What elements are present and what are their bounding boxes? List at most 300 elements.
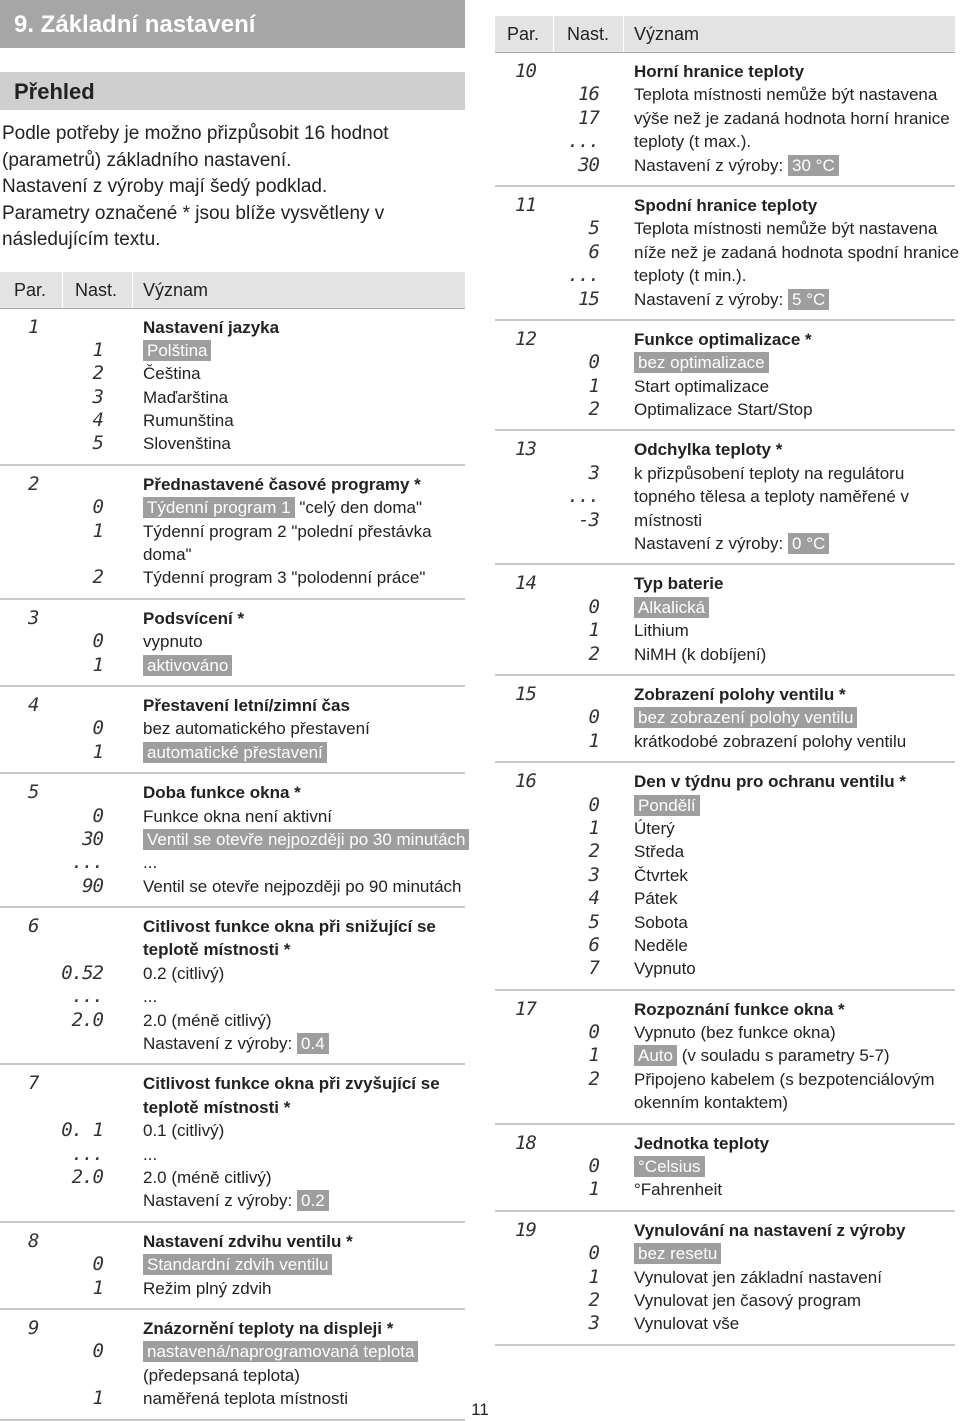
parameter-group — [495, 763, 955, 991]
parameter-line — [495, 911, 955, 934]
setting-description: Auto (v souladu s parametry 5-7) — [634, 1044, 890, 1067]
parameter-line — [0, 962, 465, 985]
setting-value: 3 — [92, 385, 103, 408]
parameter-number: 4 — [28, 693, 39, 716]
setting-description: Pátek — [634, 889, 678, 909]
parameter-line — [495, 817, 955, 840]
parameter-line — [495, 217, 955, 240]
subsection-title: Přehled — [0, 72, 465, 110]
setting-value: 3 — [588, 1312, 599, 1335]
setting-value: 0 — [92, 1253, 103, 1276]
setting-value: 0 — [92, 1340, 103, 1363]
setting-description: Týdenní program 3 "polodenní práce" — [143, 568, 426, 588]
setting-value: 2.0 — [71, 1166, 103, 1188]
parameter-line — [0, 1317, 465, 1340]
parameter-line — [0, 1143, 465, 1166]
setting-value: 1 — [92, 740, 103, 763]
setting-description: teploty (t max.). — [634, 132, 752, 152]
setting-description: NiMH (k dobíjení) — [634, 644, 767, 664]
parameter-line — [495, 998, 955, 1021]
factory-default-highlight: nastavená/naprogramovaná teplota — [143, 1341, 418, 1362]
parameter-line — [495, 957, 955, 980]
factory-default-highlight: Standardní zdvih ventilu — [143, 1254, 332, 1275]
setting-description: vypnuto — [143, 632, 203, 652]
parameter-number: 12 — [515, 327, 536, 350]
parameter-line — [495, 887, 955, 910]
setting-value: 1 — [92, 338, 103, 361]
parameter-line — [495, 194, 955, 217]
setting-value: 2 — [92, 362, 103, 385]
parameter-title: Doba funkce okna * — [143, 783, 301, 803]
setting-value: 1 — [92, 1276, 103, 1299]
header-par: Par. — [14, 279, 47, 300]
parameter-group — [0, 908, 465, 1065]
setting-value: 0. 1 — [61, 1119, 103, 1142]
parameter-line — [0, 1032, 465, 1055]
setting-description: Čtvrtek — [634, 865, 688, 885]
setting-value: 0 — [588, 1242, 599, 1265]
setting-description: Týdenní program 2 "polední přestávka — [143, 521, 432, 541]
parameter-line — [495, 1021, 955, 1044]
parameter-title: Zobrazení polohy ventilu * — [634, 684, 846, 704]
setting-description — [634, 1155, 705, 1178]
parameter-line — [0, 362, 465, 385]
parameter-number: 9 — [28, 1316, 39, 1339]
setting-description — [143, 339, 211, 362]
parameter-line — [0, 1340, 465, 1363]
page-number: 11 — [471, 1400, 489, 1419]
parameter-line — [495, 1266, 955, 1289]
parameter-line — [495, 1242, 955, 1265]
right-parameter-table — [495, 53, 960, 1346]
setting-value: 3 — [588, 461, 599, 484]
setting-description: Nastavení z výroby: 0 °C — [634, 532, 829, 555]
setting-value: 2 — [588, 1288, 599, 1311]
parameter-number: 16 — [515, 770, 536, 793]
factory-default-highlight: Alkalická — [634, 597, 709, 618]
setting-description: Vynulovat jen základní nastavení — [634, 1267, 882, 1287]
setting-value: 2 — [92, 566, 103, 589]
header-vyznam: Význam — [634, 24, 700, 44]
setting-value: 2 — [588, 398, 599, 421]
setting-value: 30 — [578, 153, 599, 176]
setting-value: 0 — [92, 717, 103, 740]
factory-default-highlight: Polština — [143, 340, 211, 361]
parameter-group — [495, 321, 955, 432]
setting-description: Nastavení z výroby: 30 °C — [634, 154, 839, 177]
setting-description: Funkce okna není aktivní — [143, 806, 333, 826]
parameter-line — [495, 794, 955, 817]
setting-value: 1 — [92, 1387, 103, 1410]
setting-value: 30 — [82, 827, 103, 850]
parameter-line — [0, 339, 465, 362]
factory-default-value: 5 °C — [788, 289, 829, 310]
parameter-line — [495, 934, 955, 957]
setting-value: 3 — [588, 863, 599, 886]
parameter-line — [0, 566, 465, 589]
parameter-line — [495, 1044, 955, 1067]
parameter-line — [495, 398, 955, 421]
setting-value: 1 — [588, 1044, 599, 1067]
setting-description: Vypnuto (bez funkce okna) — [634, 1023, 836, 1043]
setting-description: Režim plný zdvih — [143, 1278, 272, 1298]
setting-description: Týdenní program 1 "celý den doma" — [143, 496, 422, 519]
parameter-group — [495, 991, 955, 1125]
parameter-title: Horní hranice teploty — [634, 62, 805, 81]
parameter-title: Podsvícení * — [143, 608, 245, 628]
setting-description: Vypnuto — [634, 959, 696, 979]
parameter-title: Citlivost funkce okna při zvyšující se — [143, 1074, 440, 1094]
parameter-line — [495, 509, 955, 532]
intro-text — [2, 121, 465, 254]
parameter-group — [0, 687, 465, 774]
parameter-title: Rozpoznání funkce okna * — [634, 999, 845, 1019]
parameter-line — [495, 130, 955, 153]
setting-description: Lithium — [634, 621, 689, 641]
parameter-line — [495, 288, 955, 311]
setting-value: 1 — [588, 1265, 599, 1288]
setting-description: 0.2 (citlivý) — [143, 963, 225, 983]
setting-value: 5 — [588, 910, 599, 933]
factory-default-value: 0.2 — [297, 1190, 329, 1211]
parameter-line — [495, 864, 955, 887]
setting-description: topného tělesa a teploty naměřené v — [634, 487, 910, 507]
header-par: Par. — [507, 24, 540, 44]
setting-description: bez automatického přestavení — [143, 719, 370, 739]
parameter-line — [0, 496, 465, 519]
parameter-line — [0, 473, 465, 496]
setting-value: 0 — [588, 595, 599, 618]
parameter-line — [495, 351, 955, 374]
parameter-line — [0, 1096, 465, 1119]
setting-description — [143, 654, 232, 677]
parameter-title: Nastavení jazyka — [143, 317, 280, 337]
parameter-line — [495, 1091, 955, 1114]
parameter-line — [495, 596, 955, 619]
parameter-number: 1 — [28, 315, 39, 338]
factory-default-highlight: aktivováno — [143, 655, 232, 676]
setting-value: 90 — [82, 874, 103, 897]
parameter-line — [0, 607, 465, 630]
setting-description: Nastavení z výroby: 0.4 — [143, 1032, 329, 1055]
parameter-title: Citlivost funkce okna při snižující se — [143, 917, 436, 937]
parameter-line — [495, 619, 955, 642]
parameter-line — [0, 915, 465, 938]
parameter-line — [0, 1166, 465, 1189]
parameter-title: teplotě místnosti * — [143, 940, 291, 960]
setting-description: 0.1 (citlivý) — [143, 1121, 225, 1141]
parameter-title: Jednotka teploty — [634, 1133, 770, 1153]
parameter-line — [0, 938, 465, 961]
parameter-line — [495, 572, 955, 595]
parameter-number: 3 — [28, 606, 39, 629]
setting-description: Teplota místnosti nemůže být nastavena — [634, 85, 938, 105]
factory-default-highlight: bez resetu — [634, 1243, 721, 1264]
parameter-number: 18 — [515, 1131, 536, 1154]
setting-description: Slovenština — [143, 434, 231, 454]
setting-value: 0.52 — [61, 961, 103, 984]
setting-value: 2 — [588, 840, 599, 863]
parameter-group — [0, 466, 465, 600]
setting-value: 6 — [588, 240, 599, 263]
setting-value: 0 — [588, 706, 599, 729]
intro-line: Podle potřeby je možno přizpůsobit 16 hodnot — [2, 123, 389, 144]
header-nast: Nast. — [567, 24, 610, 44]
setting-value: 5 — [588, 217, 599, 240]
setting-value: 17 — [578, 106, 599, 129]
setting-description — [143, 828, 469, 851]
setting-description: výše než je zadaná hodnota horní hranice — [634, 108, 950, 128]
parameter-line — [0, 432, 465, 455]
parameter-line — [0, 1253, 465, 1276]
factory-default-highlight: Pondělí — [634, 795, 700, 816]
parameter-title: Nastavení zdvihu ventilu * — [143, 1231, 353, 1251]
parameter-line — [495, 1155, 955, 1178]
parameter-number: 13 — [515, 438, 536, 461]
setting-value: 4 — [588, 887, 599, 910]
setting-description: 2.0 (méně citlivý) — [143, 1168, 272, 1187]
parameter-line — [0, 741, 465, 764]
setting-value: 7 — [588, 957, 599, 980]
factory-default-highlight: automatické přestavení — [143, 742, 327, 763]
setting-description — [634, 706, 857, 729]
parameter-line — [0, 386, 465, 409]
setting-description: naměřená teplota místnosti — [143, 1389, 349, 1409]
setting-description: Teplota místnosti nemůže být nastavena — [634, 219, 938, 239]
setting-value: 16 — [578, 83, 599, 106]
parameter-line — [0, 1009, 465, 1032]
setting-description — [634, 1242, 721, 1265]
parameter-group — [495, 1125, 955, 1212]
intro-line: Parametry označené * jsou blíže vysvětleny v — [2, 202, 385, 224]
parameter-title: Spodní hranice teploty — [634, 195, 818, 215]
setting-description — [634, 351, 769, 374]
parameter-number: 15 — [515, 682, 536, 705]
setting-description: Optimalizace Start/Stop — [634, 400, 813, 420]
intro-line: následujícím textu. — [2, 229, 161, 250]
parameter-line — [0, 316, 465, 339]
parameter-title: Přestavení letní/zimní čas — [143, 695, 350, 715]
table-header — [0, 272, 465, 309]
parameter-line — [0, 694, 465, 717]
parameter-number: 5 — [28, 781, 39, 804]
setting-description: okenním kontaktem) — [634, 1093, 789, 1113]
setting-value: 0 — [92, 630, 103, 653]
setting-value: 0 — [92, 496, 103, 519]
setting-description — [143, 741, 327, 764]
setting-value: 0 — [588, 1155, 599, 1178]
setting-value: ... — [71, 1142, 103, 1165]
setting-value: 4 — [92, 409, 103, 432]
parameter-line — [0, 1189, 465, 1212]
parameter-line — [495, 1178, 955, 1201]
setting-value: 15 — [578, 287, 599, 310]
parameter-line — [0, 875, 465, 898]
factory-default-highlight: bez optimalizace — [634, 352, 769, 373]
setting-value: 1 — [588, 1178, 599, 1201]
setting-value: 6 — [588, 933, 599, 956]
parameter-line — [0, 520, 465, 543]
setting-description: místnosti — [634, 510, 703, 530]
setting-description: 2.0 (méně citlivý) — [143, 1010, 272, 1030]
parameter-title: Den v týdnu pro ochranu ventilu * — [634, 772, 907, 792]
factory-default-value: 0 °C — [788, 533, 829, 554]
setting-value: 1 — [588, 729, 599, 752]
parameter-line — [0, 630, 465, 653]
setting-description: Sobota — [634, 912, 688, 932]
setting-description: Vynulovat vše — [634, 1314, 740, 1334]
parameter-line — [495, 1068, 955, 1091]
parameter-title: teplotě místnosti * — [143, 1097, 291, 1117]
parameter-group — [0, 774, 465, 908]
setting-description: Ventil se otevře nejpozději po 90 minutách — [143, 876, 462, 896]
parameter-group — [0, 1223, 465, 1310]
parameter-line — [495, 438, 955, 461]
header-nast: Nast. — [75, 279, 118, 300]
parameter-line — [495, 60, 955, 83]
setting-description: krátkodobé zobrazení polohy ventilu — [634, 731, 907, 751]
setting-description: Připojeno kabelem (s bezpotenciálovým — [634, 1069, 935, 1089]
intro-line: Nastavení z výroby mají šedý podklad. — [2, 176, 328, 197]
section-title: 9. Základní nastavení — [0, 0, 465, 48]
parameter-number: 11 — [515, 193, 536, 216]
setting-value: ... — [567, 130, 599, 153]
setting-value: ... — [71, 851, 103, 874]
parameter-group — [495, 565, 955, 676]
parameter-number: 10 — [515, 60, 536, 82]
setting-description: Rumunština — [143, 411, 234, 431]
setting-description: Úterý — [634, 818, 675, 838]
parameter-title: Přednastavené časové programy * — [143, 474, 421, 494]
factory-default-highlight: Auto — [634, 1045, 677, 1066]
parameter-line — [0, 851, 465, 874]
factory-default-highlight: °Celsius — [634, 1156, 705, 1177]
parameter-line — [0, 654, 465, 677]
setting-value: 1 — [92, 519, 103, 542]
parameter-line — [495, 240, 960, 264]
parameter-line — [495, 683, 955, 706]
setting-description: ... — [143, 987, 158, 1007]
parameter-line — [495, 1132, 955, 1155]
parameter-title: Typ baterie — [634, 574, 724, 594]
setting-description: Maďarština — [143, 387, 229, 407]
setting-value: 0 — [92, 804, 103, 827]
setting-value: 0 — [588, 351, 599, 374]
parameter-group — [495, 187, 960, 321]
setting-value: ... — [71, 985, 103, 1008]
setting-description: ... — [143, 853, 158, 873]
parameter-title: Vynulování na nastavení z výroby — [634, 1220, 906, 1240]
setting-value: 2 — [588, 1067, 599, 1090]
parameter-number: 7 — [28, 1072, 39, 1095]
setting-description: níže než je zadaná hodnota spodní hranice — [634, 242, 960, 262]
parameter-line — [0, 717, 465, 740]
parameter-line — [495, 1312, 955, 1335]
setting-description: doma" — [143, 545, 192, 565]
parameter-number: 19 — [515, 1218, 536, 1241]
setting-description: Vynulovat jen časový program — [634, 1290, 862, 1310]
setting-value: 1 — [92, 653, 103, 676]
parameter-group — [0, 600, 465, 687]
parameter-number: 8 — [28, 1229, 39, 1252]
parameter-line — [495, 154, 955, 177]
parameter-number: 17 — [515, 997, 536, 1020]
setting-description — [143, 1340, 418, 1363]
parameter-line — [495, 1219, 955, 1242]
parameter-line — [495, 328, 955, 351]
left-parameter-table — [0, 309, 465, 1421]
parameter-line — [0, 781, 465, 804]
setting-value: 5 — [92, 432, 103, 455]
setting-value: 1 — [588, 619, 599, 642]
setting-value: 1 — [588, 374, 599, 397]
setting-description: Čeština — [143, 364, 201, 384]
setting-description — [634, 596, 709, 619]
parameter-line — [495, 485, 955, 508]
setting-description: k přizpůsobení teploty na regulátoru — [634, 463, 905, 483]
setting-description: °Fahrenheit — [634, 1180, 723, 1200]
parameter-line — [0, 409, 465, 432]
parameter-line — [0, 1364, 465, 1387]
left-column — [0, 0, 465, 1421]
parameter-group — [0, 1065, 465, 1222]
intro-line: (parametrů) základního nastavení. — [2, 149, 292, 171]
parameter-group — [495, 1212, 955, 1346]
parameter-line — [495, 643, 955, 666]
parameter-line — [495, 107, 955, 130]
parameter-line — [495, 83, 955, 106]
parameter-line — [0, 1230, 465, 1253]
setting-value: -3 — [578, 508, 599, 531]
parameter-line — [0, 1119, 465, 1142]
header-vyznam: Význam — [143, 279, 209, 300]
setting-description: ... — [143, 1144, 158, 1164]
setting-value: 2 — [588, 642, 599, 665]
setting-description: Nastavení z výroby: 0.2 — [143, 1189, 329, 1212]
parameter-number: 6 — [28, 915, 39, 938]
setting-value: 1 — [588, 816, 599, 839]
parameter-line — [0, 1072, 465, 1095]
setting-value: ... — [567, 264, 599, 287]
setting-value: 0 — [588, 1021, 599, 1044]
parameter-group — [0, 309, 465, 466]
parameter-line — [495, 532, 955, 555]
parameter-number: 2 — [28, 472, 39, 495]
parameter-line — [495, 770, 955, 793]
setting-value: ... — [567, 485, 599, 508]
factory-default-highlight: Týdenní program 1 — [143, 497, 295, 518]
setting-description: Středa — [634, 842, 685, 862]
parameter-line — [0, 805, 465, 828]
parameter-line — [495, 264, 955, 287]
factory-default-value: 0.4 — [297, 1033, 329, 1054]
parameter-line — [495, 706, 955, 729]
factory-default-highlight: bez zobrazení polohy ventilu — [634, 707, 857, 728]
setting-description: Neděle — [634, 935, 688, 955]
setting-description: (předepsaná teplota) — [143, 1365, 300, 1385]
setting-description — [143, 1253, 332, 1276]
setting-description: teploty (t min.). — [634, 266, 747, 286]
parameter-group — [495, 431, 955, 565]
parameter-group — [495, 676, 955, 763]
parameter-line — [0, 828, 465, 851]
parameter-line — [495, 840, 955, 863]
parameter-title: Funkce optimalizace * — [634, 329, 812, 349]
parameter-line — [0, 985, 465, 1008]
parameter-group — [495, 53, 955, 187]
right-column — [495, 0, 960, 1346]
parameter-number: 14 — [515, 572, 536, 595]
